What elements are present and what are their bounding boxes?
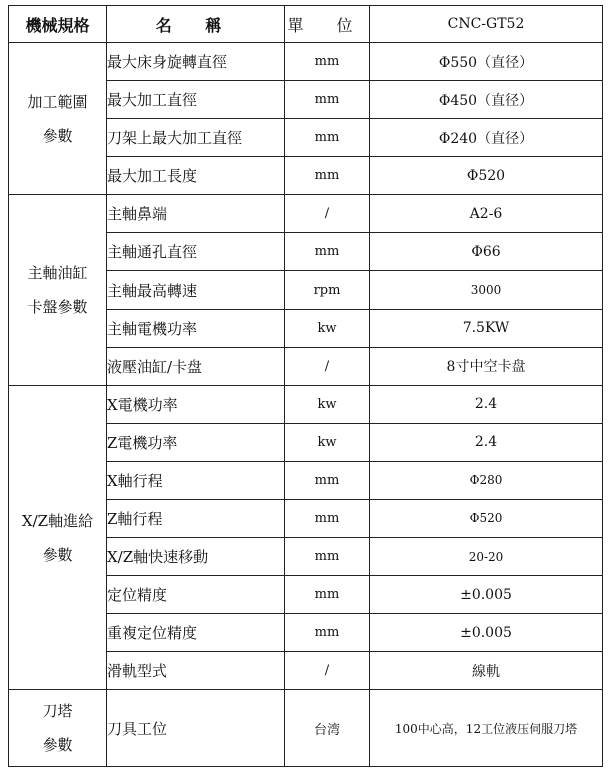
row-unit: kw [285,309,370,347]
row-unit: 台湾 [285,690,370,767]
group-label-line: 參數 [42,545,73,564]
group-label-line: 刀塔 [42,702,73,721]
row-name: Z軸行程 [107,499,285,537]
row-unit: kw [285,423,370,461]
row-name: 主軸鼻端 [107,195,285,233]
row-name: 重複定位精度 [107,614,285,652]
row-value: ±0.005 [370,614,603,652]
row-unit: mm [285,157,370,195]
row-unit: rpm [285,271,370,309]
row-unit: kw [285,385,370,423]
spec-table [8,5,603,767]
row-value: 線軌 [370,652,603,690]
row-name: 最大加工長度 [107,157,285,195]
row-name: X電機功率 [107,385,285,423]
group-label-line: X/Z軸進給 [21,511,94,530]
table-row [9,43,603,81]
header-unit: 單 位 [285,6,370,43]
group-label-line: 加工範圍 [27,92,88,111]
group-label-line: 卡盤參數 [27,298,88,316]
row-unit: mm [285,538,370,576]
row-value: Φ550（直径） [370,43,603,81]
row-value: Φ280 [370,461,603,499]
row-name: 液壓油缸/卡盘 [107,347,285,385]
row-unit: mm [285,576,370,614]
row-value: 100中心高，12工位液压伺服刀塔 [370,690,603,767]
group-label-line: 參數 [42,736,73,755]
row-unit: mm [285,119,370,157]
table-row [9,195,603,233]
row-unit: mm [285,81,370,119]
header-name: 名 稱 [107,6,285,43]
row-unit: mm [285,614,370,652]
group-label-machining-range [9,43,107,195]
group-label-line: 參數 [42,126,73,145]
row-name: 定位精度 [107,576,285,614]
table-row [9,690,603,767]
row-unit: / [285,347,370,385]
table-row [9,385,603,423]
row-name: 刀具工位 [107,690,285,767]
row-unit: mm [285,499,370,537]
group-label-turret [9,690,107,767]
row-value: Φ66 [370,233,603,271]
group-label-feed-axes [9,385,107,690]
row-unit: mm [285,43,370,81]
row-value: Φ450（直径） [370,81,603,119]
row-name: Z電機功率 [107,423,285,461]
row-name: 主軸通孔直徑 [107,233,285,271]
row-name: 滑軌型式 [107,652,285,690]
row-unit: / [285,195,370,233]
row-value: Φ520 [370,499,603,537]
row-name: X軸行程 [107,461,285,499]
row-name: 最大床身旋轉直徑 [107,43,285,81]
row-value: ±0.005 [370,576,603,614]
row-value: 8寸中空卡盘 [370,347,603,385]
header-row [9,6,603,43]
row-value: Φ240（直径） [370,119,603,157]
group-label-line: 主軸油缸 [27,264,88,282]
row-value: 3000 [370,271,603,309]
row-value: A2-6 [370,195,603,233]
row-value: 7.5KW [370,309,603,347]
group-label-spindle [9,195,107,385]
row-unit: mm [285,461,370,499]
header-model: CNC-GT52 [370,6,603,43]
row-value: 2.4 [370,385,603,423]
row-value: 2.4 [370,423,603,461]
row-unit: / [285,652,370,690]
row-unit: mm [285,233,370,271]
row-name: 主軸電機功率 [107,309,285,347]
row-value: 20-20 [370,538,603,576]
header-spec: 機械規格 [9,6,107,43]
row-name: 最大加工直徑 [107,81,285,119]
row-value: Φ520 [370,157,603,195]
row-name: 刀架上最大加工直徑 [107,119,285,157]
row-name: X/Z軸快速移動 [107,538,285,576]
row-name: 主軸最高轉速 [107,271,285,309]
